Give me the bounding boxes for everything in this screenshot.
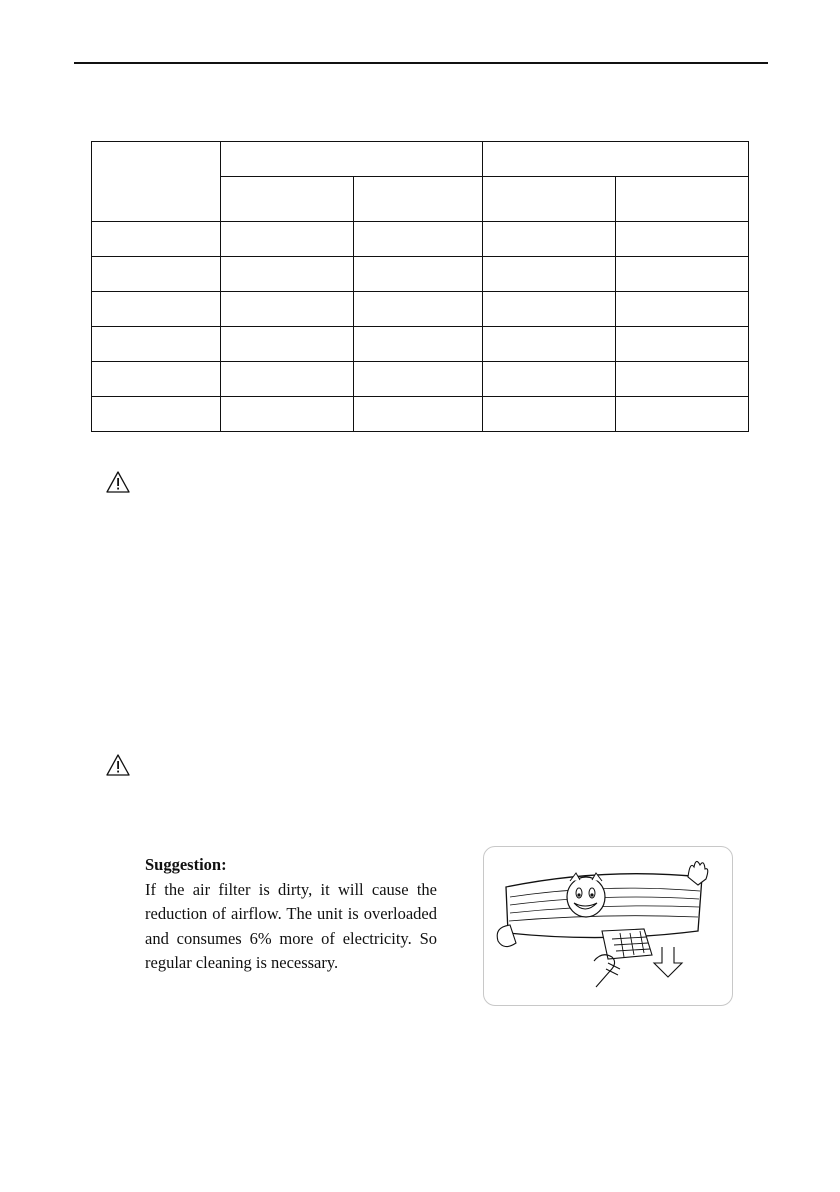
table-cell (616, 222, 749, 257)
table-row (92, 222, 749, 257)
table-cell (221, 257, 354, 292)
table-corner-cell (92, 142, 221, 222)
warning-triangle-icon (105, 470, 131, 494)
header-rule (74, 62, 768, 64)
table-cell (354, 397, 483, 432)
table-cell (616, 257, 749, 292)
suggestion-text: If the air filter is dirty, it will cause the reduction of airflow. The unit is overloaded and consumes 6% more of electricity. So regular cleaning is necessary. (145, 879, 437, 972)
table-cell (221, 327, 354, 362)
table-cell (92, 397, 221, 432)
table-subheader-cell (354, 177, 483, 222)
table-cell (92, 292, 221, 327)
table-cell (354, 257, 483, 292)
table-row (92, 397, 749, 432)
filter-cleaning-illustration (483, 846, 733, 1006)
table-cell (483, 362, 616, 397)
table-cell (354, 327, 483, 362)
table-cell (92, 327, 221, 362)
table-cell (483, 292, 616, 327)
table-row (92, 362, 749, 397)
table-row (92, 257, 749, 292)
table-cell (616, 327, 749, 362)
table-cell (92, 222, 221, 257)
table-row (92, 292, 749, 327)
table-cell (616, 397, 749, 432)
table-header-row (92, 142, 749, 177)
table-cell (354, 222, 483, 257)
table-cell (483, 222, 616, 257)
table-cell (354, 292, 483, 327)
table-cell (221, 397, 354, 432)
table-cell (354, 362, 483, 397)
table-group-header-cell (221, 142, 483, 177)
table-cell (221, 222, 354, 257)
table-cell (92, 257, 221, 292)
table-group-header-cell (483, 142, 749, 177)
table-cell (221, 362, 354, 397)
table-cell (483, 397, 616, 432)
table-cell (483, 327, 616, 362)
table-cell (616, 292, 749, 327)
table-cell (616, 362, 749, 397)
table-cell (221, 292, 354, 327)
spec-table (91, 141, 749, 432)
table-subheader-cell (221, 177, 354, 222)
table-subheader-cell (483, 177, 616, 222)
suggestion-block (145, 853, 437, 976)
warning-triangle-icon (105, 753, 131, 777)
table-cell (483, 257, 616, 292)
table-row (92, 327, 749, 362)
table-subheader-cell (616, 177, 749, 222)
table-cell (92, 362, 221, 397)
suggestion-title: Suggestion: (145, 855, 227, 874)
